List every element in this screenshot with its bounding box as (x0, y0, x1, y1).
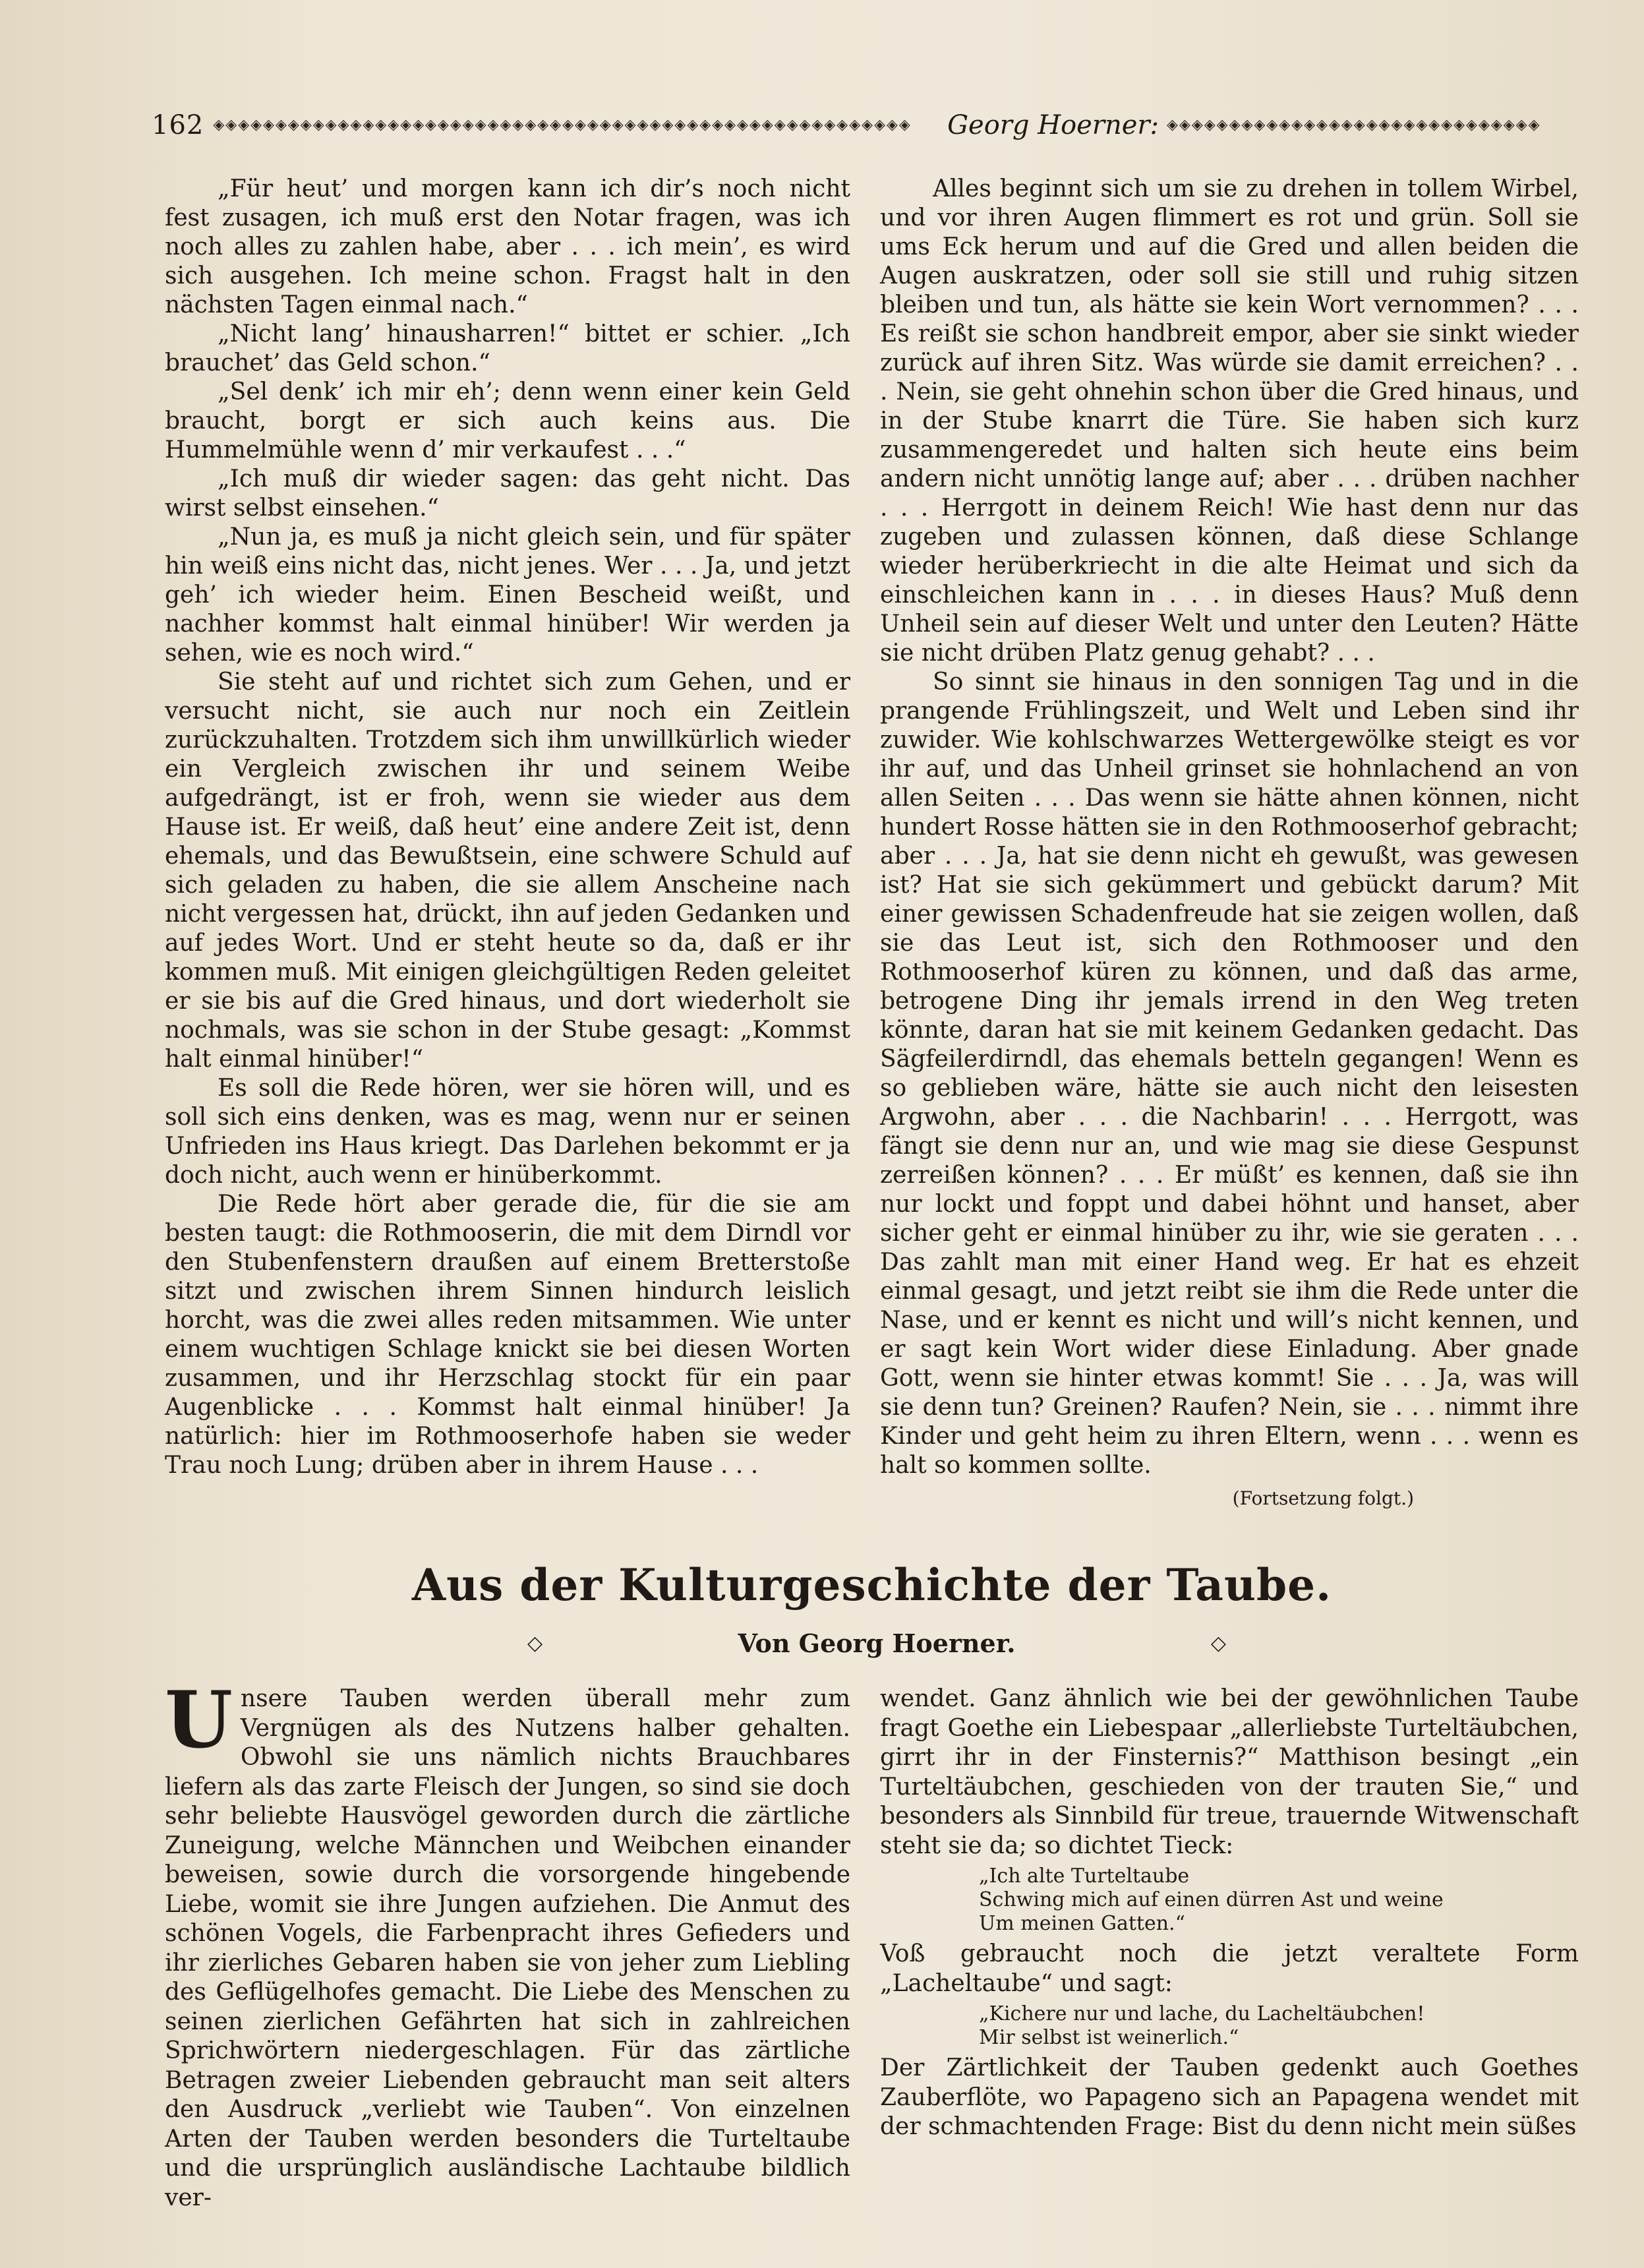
story-paragraph: Sie steht auf und richtet sich zum Gehen, und er versucht nicht, sie auch nur noch ein Zeitlein zurückzuhalten. Trotzdem sich ihm unwillkürlich wieder ein Vergleich zwischen ihr und seinem Weibe aufgedrängt, ist er froh, wenn sie wieder aus dem Hause ist. Er weiß, daß heut’ eine andere Zeit ist, denn ehemals, und das Bewußtsein, eine schwere Schuld auf sich geladen zu haben, die sie allem Anscheine nach nicht vergessen hat, drückt, ihn auf jeden Gedanken und auf jedes Wort. Und er steht heute so da, daß er ihr kommen muß. Mit einigen gleichgültigen Reden geleitet er sie bis auf die Gred hinaus, und dort wiederholt sie nochmals, was sie schon in der Stube gesagt: „Kommst halt einmal hinüber!“ (165, 669, 850, 1073)
poem-quote (979, 2002, 1579, 2050)
article-title: Aus der Kulturgeschichte der Taube. (411, 1559, 1332, 1611)
story-paragraph: „Ich muß dir wieder sagen: das geht nicht. Das wirst selbst einsehen.“ (165, 465, 850, 522)
diamond-ornament-icon: ◇ (527, 1631, 543, 1655)
article-paragraph: Voß gebraucht noch die jetzt veraltete Form „Lacheltaube“ und sagt: (880, 1940, 1579, 1997)
continuation-note: (Fortsetzung folgt.) (1232, 1487, 1414, 1509)
story-paragraph: „Nicht lang’ hinausharren!“ bittet er schier. „Ich brauchet’ das Geld schon.“ (165, 320, 850, 376)
story-paragraph: Alles beginnt sich um sie zu drehen in tollem Wirbel, und vor ihren Augen flimmert es rot und grün. Soll sie ums Eck herum und auf die Gred und allen beiden die Augen auskratzen, oder soll sie still und ruhig sitzen bleiben und tun, als hätte sie kein Wort vernommen? . . . Es reißt sie schon handbreit empor, aber sie sinkt wieder zurück auf ihren Sitz. Was würde sie damit erreichen? . . . Nein, sie geht ohnehin schon über die Gred hinaus, und in der Stube knarrt die Türe. Sie haben sich kurz zusammengeredet und halten sich heute eins beim andern nicht unnötig lange auf; aber . . . drüben nachher . . . Herrgott in deinem Reich! Wie hast denn nur das zugeben und zulassen können, daß diese Schlange wieder herüberkriecht in die alte Heimat und sich da einschleichen kann in . . . in dieses Haus? Muß denn Unheil sein auf dieser Welt und unter den Leuten? Hätte sie nicht drüben Platz genug gehabt? . . . (880, 175, 1579, 667)
page-number: 162 (152, 110, 204, 140)
drop-cap: U (165, 1674, 233, 1766)
poem-quote (979, 1865, 1579, 1936)
article-column-right (880, 1685, 1579, 2142)
story-paragraph: „Für heut’ und morgen kann ich dir’s noch nicht fest zusagen, ich muß erst den Notar fragen, was ich noch alles zu zahlen habe, aber . . . ich mein’, es wird sich ausgehen. Ich meine schon. Fragst halt in den nächsten Tagen einmal nach.“ (165, 175, 850, 318)
story-paragraph: Es soll die Rede hören, wer sie hören will, und es soll sich eins denken, was es mag, wenn nur er seinen Unfrieden ins Haus kriegt. Das Darlehen bekommt er ja doch nicht, auch wenn er hinüberkommt. (165, 1075, 850, 1189)
poem-line: Um meinen Gatten.“ (979, 1912, 1185, 1935)
byline-row (527, 1623, 1226, 1663)
article-paragraph: Der Zärtlichkeit der Tauben gedenkt auch Goethes Zauberflöte, wo Papageno sich an Papagena wendet mit der schmachtenden Frage: Bist du denn nicht mein süßes (880, 2054, 1579, 2140)
running-title: Georg Hoerner: (947, 110, 1159, 140)
story-paragraph: „Nun ja, es muß ja nicht gleich sein, und für später hin weiß eins nicht das, nicht jenes. Wer . . . Ja, und jetzt geh’ ich wieder heim. Einen Bescheid weißt, und nachher kommst halt einmal hinüber! Wir werden ja sehen, wie es noch wird.“ (165, 523, 850, 667)
poem-line: „Ich alte Turteltaube (979, 1865, 1190, 1888)
poem-line: „Kichere nur und lache, du Lacheltäubchen! (979, 2002, 1425, 2025)
article-paragraph: wendet. Ganz ähnlich wie bei der gewöhnlichen Taube fragt Goethe ein Liebespaar „allerliebste Turteltäubchen, girrt ihr in der Finsternis?“ Matthison besingt „ein Turteltäubchen, geschieden von der trauten Sie,“ und besonders als Sinnbild für treue, trauernde Witwenschaft steht sie da; so dichtet Tieck: (880, 1685, 1579, 1859)
story-column-left (165, 175, 850, 1480)
story-paragraph: „Sel denk’ ich mir eh’; denn wenn einer kein Geld braucht, borgt er sich auch keins aus. Die Hummelmühle wenn d’ mir verkaufest . . .“ (165, 378, 850, 463)
poem-line: Schwing mich auf einen dürren Ast und weine (979, 1888, 1444, 1911)
article-byline: Von Georg Hoerner. (738, 1628, 1016, 1658)
ornament-rule-right: ◈◈◈◈◈◈◈◈◈◈◈◈◈◈◈◈◈◈◈◈◈◈◈◈◈◈◈◈◈◈ (1167, 119, 1541, 131)
poem-line: Mir selbst ist weinerlich.“ (979, 2026, 1239, 2049)
story-column-right (880, 175, 1579, 1513)
diamond-ornament-icon: ◇ (1210, 1631, 1226, 1655)
article-column-left (165, 1674, 850, 2213)
story-paragraph: Die Rede hört aber gerade die, für die sie am besten taugt: die Rothmooserin, die mit dem Dirndl vor den Stubenfenstern draußen auf einem Bretterstoße sitzt und zwischen ihrem Sinnen hindurch leislich horcht, was die zwei alles reden mitsammen. Wie unter einem wuchtigen Schlage knickt sie bei diesen Worten zusammen, und ihr Herzschlag stockt für ein paar Augenblicke . . . Kommst halt einmal hinüber! Ja natürlich: hier im Rothmooserhofe haben sie weder Trau noch Lung; drüben aber in ihrem Hause . . . (165, 1191, 850, 1479)
article-paragraph (165, 1674, 850, 2213)
ornament-rule-left: ◈◈◈◈◈◈◈◈◈◈◈◈◈◈◈◈◈◈◈◈◈◈◈◈◈◈◈◈◈◈◈◈◈◈◈◈◈◈◈◈◈◈◈◈◈◈◈◈◈◈◈◈◈◈◈◈ (213, 119, 912, 131)
story-paragraph: So sinnt sie hinaus in den sonnigen Tag und in die prangende Frühlingszeit, und Welt und Leben sind ihr zuwider. Wie kohlschwarzes Wettergewölke steigt es vor ihr auf, und das Unheil grinset sie hohnlachend an von allen Seiten . . . Das wenn sie hätte ahnen können, nicht hundert Rosse hätten sie in den Rothmooserhof gebracht; aber . . . Ja, hat sie denn nicht eh gewußt, was gewesen ist? Hat sie sich gekümmert und gebückt darum? Mit einer gewissen Schadenfreude hat sie zeigen wollen, daß sie das Leut ist, sich den Rothmooser und den Rothmooserhof küren zu können, und daß das arme, betrogene Ding ihr jemals irrend in den Weg treten könnte, daran hat sie mit keinem Gedanken gedacht. Das Sägfeilerdirndl, das ehemals betteln gegangen! Wenn es so geblieben wäre, hätte sie auch nicht den leisesten Argwohn, aber . . . die Nachbarin! . . . Herrgott, was fängt sie denn nur an, und wie mag sie diese Gespunst zerreißen können? . . . Er müßt’ es kennen, daß sie ihn nur lockt und foppt und dabei höhnt und hanset, aber sicher geht er einmal hinüber zu ihr, wie sie geraten . . . Das zahlt man mit einer Hand weg. Er hat es ehzeit einmal gesagt, und jetzt reibt sie ihm die Rede unter die Nase, und er kennt es nicht und will’s nicht kennen, und er sagt kein Wort wider diese Einladung. Aber gnade Gott, wenn sie hinter etwas kommt! Sie . . . Ja, was will sie denn tun? Greinen? Raufen? Nein, sie . . . nimmt ihre Kinder und geht heim zu ihren Eltern, wenn . . . wenn es halt so kommen sollte. (880, 669, 1579, 1479)
running-header (152, 105, 1575, 145)
article-opening-text: nsere Tauben werden überall mehr zum Vergnügen als des Nutzens halber gehalten. Obwohl sie uns nämlich nichts Brauchbares liefern als das zarte Fleisch der Jungen, so sind sie doch sehr beliebte Hausvögel geworden durch die zärtliche Zuneigung, welche Männchen und Weibchen einander beweisen, sowie durch die vorsorgende hingebende Liebe, womit sie ihre Jungen aufziehen. Die Anmut des schönen Vogels, die Farbenpracht ihres Gefieders und ihr zierliches Gebaren haben sie von jeher zum Liebling des Geflügelhofes gemacht. Die Liebe des Menschen zu seinen zierlichen Gefährten hat sich in zahlreichen Sprichwörtern niedergeschlagen. Für das zärtliche Betragen zweier Liebenden gebraucht man seit alters den Ausdruck „verliebt wie Tauben“. Von einzelnen Arten der Tauben werden besonders die Turteltaube und die ursprünglich ausländische Lachtaube bildlich ver- (165, 1685, 850, 2211)
